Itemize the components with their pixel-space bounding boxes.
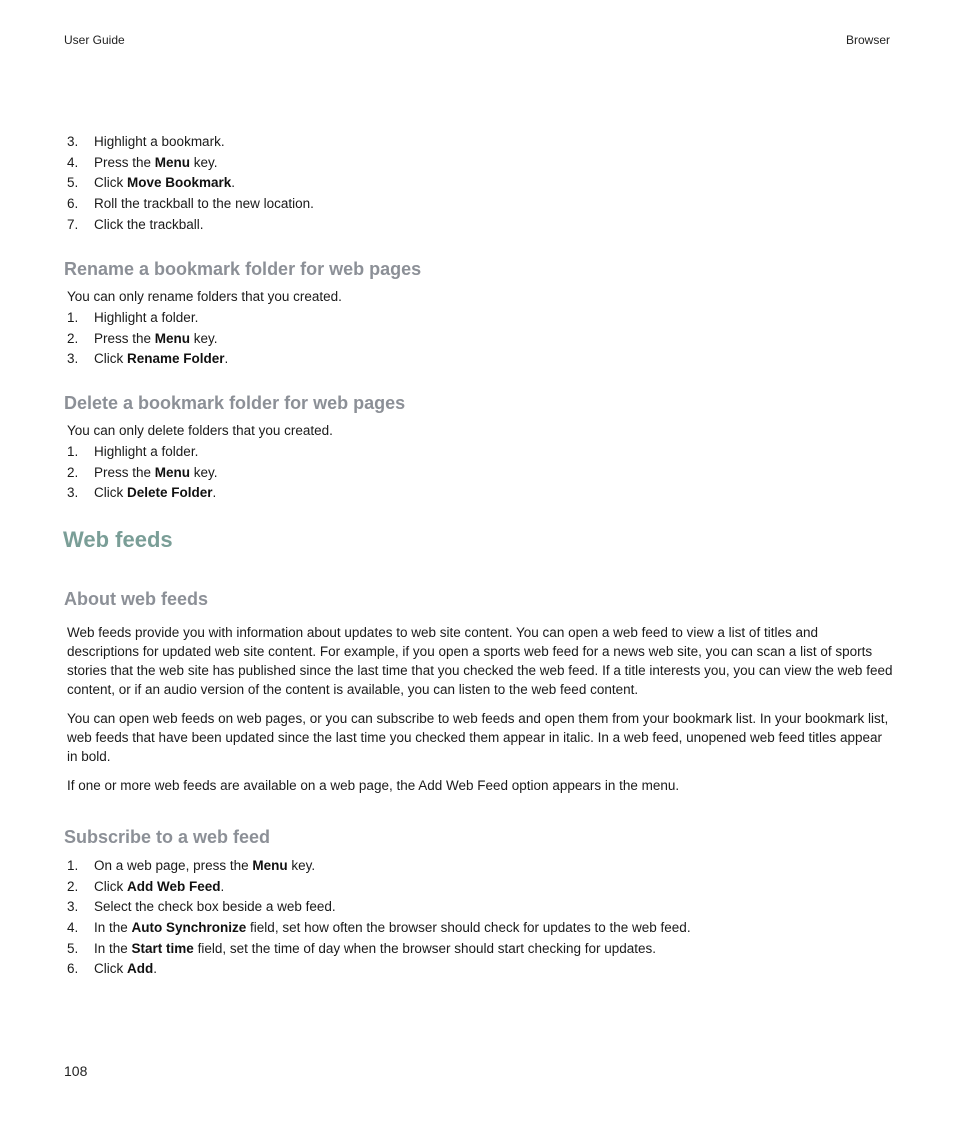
list-item: 3. Select the check box beside a web feed. [67, 899, 336, 915]
list-item: 1. Highlight a folder. [67, 310, 199, 325]
page-number: 108 [64, 1063, 88, 1079]
list-item: 5. Click Move Bookmark. [67, 175, 236, 191]
list-item: 7. Click the trackball. [67, 216, 204, 232]
subscribe-steps [67, 856, 691, 980]
running-header-left: User Guide [64, 33, 125, 47]
list-item: 3. Highlight a bookmark. [67, 134, 225, 149]
list-item: 6. Roll the trackball to the new location. [67, 196, 314, 212]
running-header-right: Browser [845, 33, 890, 47]
about-paragraph-1: Web feeds provide you with information about updates to web site content. You can open a web feed to view a list of titles and descriptions for updated web site content. For example, if you open a sports web feed for a news web site, you can scan a list of sports stories that the web site has published since the last time that you checked the web feed. If a title interests you, you can view the web feed content, or if an audio version of the content is available, you can listen to the web feed content. [67, 625, 893, 697]
list-item: 4. Press the Menu key. [67, 154, 218, 170]
list-item: 2. Click Add Web Feed. [67, 878, 225, 894]
about-paragraph-2: You can open web feeds on web pages, or you can subscribe to web feeds and open them from your bookmark list. In your bookmark list, web feeds that have been updated since the last time you checked them appear in italic. In a web feed, unopened web feed titles appear in bold. [67, 711, 889, 764]
web-feeds-title: Web feeds [63, 527, 173, 552]
rename-folder-steps [67, 308, 228, 370]
delete-folder-heading: Delete a bookmark folder for web pages [64, 393, 406, 413]
about-paragraph-3: If one or more web feeds are available on a web page, the Add Web Feed option appears in the menu. [67, 778, 680, 793]
list-item: 6. Click Add. [67, 961, 158, 977]
list-item: 1. On a web page, press the Menu key. [67, 858, 316, 873]
rename-folder-intro: You can only rename folders that you created. [67, 289, 342, 304]
list-item: 2. Press the Menu key. [67, 464, 218, 480]
list-item: 5. In the Start time field, set the time of day when the browser should start checking for updates. [67, 940, 657, 956]
list-item: 2. Press the Menu key. [67, 330, 218, 346]
delete-folder-steps [67, 442, 218, 504]
subscribe-heading: Subscribe to a web feed [64, 827, 271, 847]
about-web-feeds-heading: About web feeds [64, 589, 209, 609]
delete-folder-intro: You can only delete folders that you created. [67, 423, 333, 438]
list-item: 1. Highlight a folder. [67, 444, 199, 459]
list-item: 4. In the Auto Synchronize field, set how often the browser should check for updates to the web feed. [67, 920, 691, 936]
list-item: 3. Click Delete Folder. [67, 485, 217, 501]
list-item: 3. Click Rename Folder. [67, 351, 229, 367]
move-bookmark-steps [67, 132, 314, 235]
rename-folder-heading: Rename a bookmark folder for web pages [64, 259, 422, 279]
